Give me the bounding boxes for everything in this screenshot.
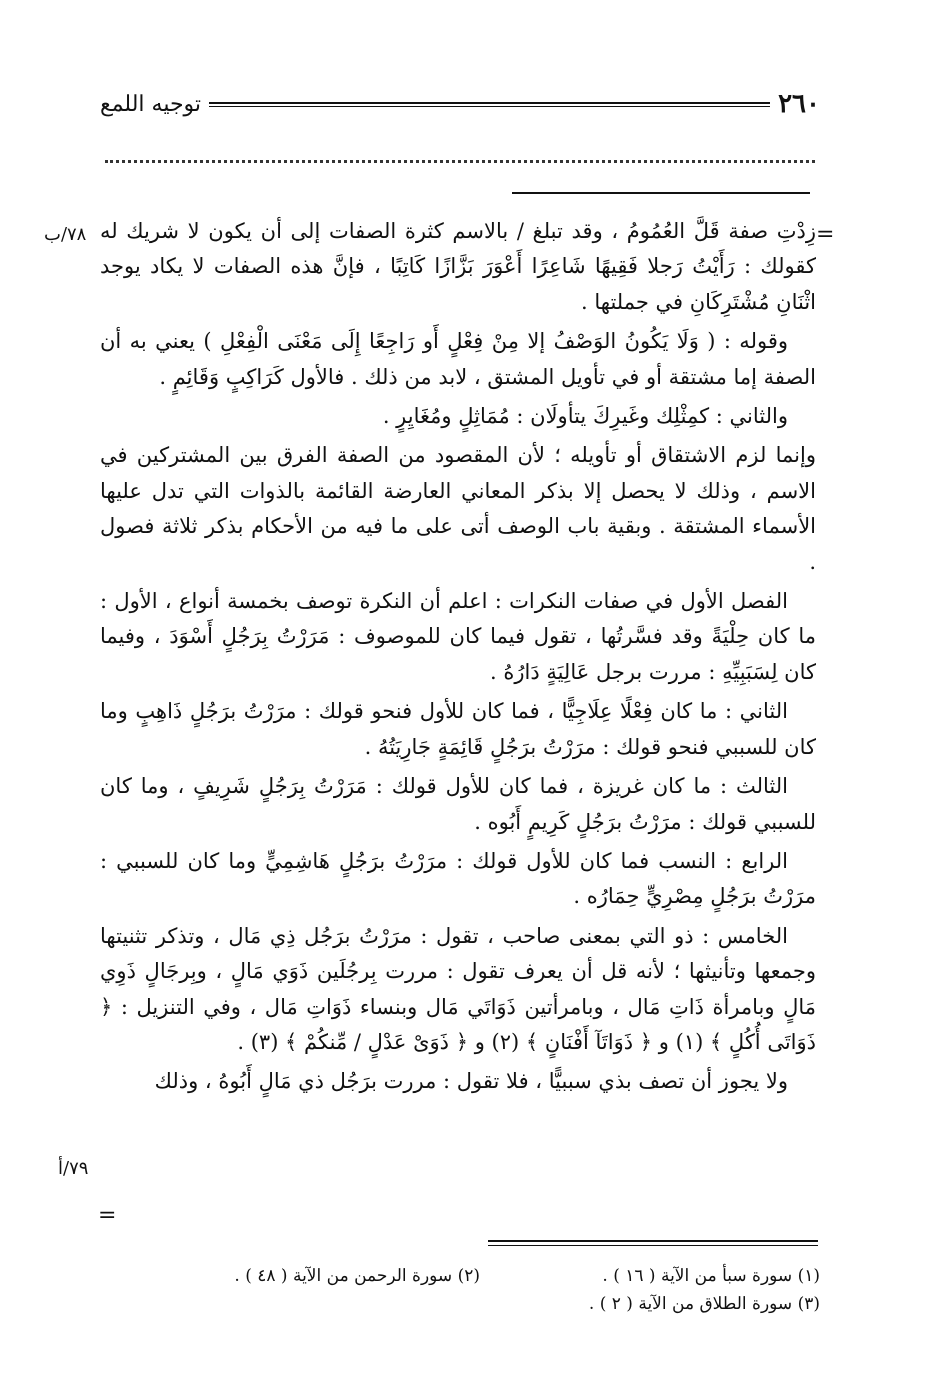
footnote: (١) سورة سبأ من الآية ( ١٦ ) . <box>602 1266 820 1286</box>
manuscript-folio-note: ٧٩/أ <box>58 1158 89 1179</box>
paragraph: الخامس : ذو التي بمعنى صاحب ، تقول : مرَرْتُ برَجُل ذِي مَال ، وتذكر تثنيتها وجمعها وتأنيثها ؛ لأنه قل أن يعرف تقول : مررت بِرجُلَين ذَوَي مَالٍ ، وبِرجَالٍ ذَوِي مَالٍ وبامرأة ذَاتِ مَال ، وبامرأتين ذَوَاتَي مَال وبنساء ذَوَاتِ مَال ، وفي التنزيل : ﴿ ذَوَاتَى أُكُلٍ ﴾ (١) و ﴿ ذَوَاتَآ أَفْنَانٍ ﴾ (٢) و ﴿ ذَوَىْ عَدْلٍ / مِّنكُمْ ﴾ (٣) . <box>100 923 816 1054</box>
footnote: (٢) سورة الرحمن من الآية ( ٤٨ ) . <box>234 1266 480 1286</box>
footnote: (٣) سورة الطلاق من الآية ( ٢ ) . <box>588 1294 820 1314</box>
footnote-rule <box>488 1240 818 1246</box>
page-number: ٢٦٠ <box>778 89 820 119</box>
dotted-separator <box>105 160 815 163</box>
header-rule <box>209 102 770 107</box>
text-top-rule <box>512 192 810 194</box>
footnote-row <box>140 1262 820 1290</box>
paragraph: الثالث : ما كان غريزة ، فما كان للأول قولك : مَرَرْتُ بِرَجُلٍ شَرِيفٍ ، وما كان للسببي قولك : مرَرْتُ برَجُلٍ كَرِيمٍ أَبُوه . <box>100 774 816 834</box>
running-title: توجيه اللمع <box>100 91 202 117</box>
paragraph: الرابع : النسب فما كان للأول قولك : مرَرْتُ برَجُلٍ هَاشِمِيٍّ وما كان للسببي : مرَرْتُ برَجُلٍ مِصْرِيٍّ حِمَارُه . <box>100 848 816 909</box>
paragraph: وإنما لزم الاشتقاق أو تأويله ؛ لأن المقصود من الصفة الفرق بين المشتركين في الاسم ، وذلك لا يحصل إلا بذكر المعاني العارضة القائمة بالذوات التي تدل عليها الأسماء المشتقة . وبقية باب الوصف أتى على ما فيه من الأحكام بذكر ثلاثة فصول . <box>100 443 816 574</box>
page-header <box>100 84 820 124</box>
paragraph: الثاني : ما كان فِعْلًا عِلَاجِيًّا ، فما كان للأول فنحو قولك : مرَرْتُ برَجُلٍ ذَاهِبٍ وما كان للسببي فنحو قولك : مرَرْتُ برَجُلٍ قَائِمَةٍ جَارِيَتُهُ . <box>100 699 816 759</box>
paragraph: زِدْتِ صفة قَلَّ العُمُومُ ، وقد تبلغ / بالاسم كثرة الصفات إلى أن يكون لا شريك له كقولك : رَأَيْتُ رَجلا فَقِيهًا شَاعِرًا أَعْوَرَ بَزَّازًا كَاتِبًا ، فإنَّ هذه الصفات لا يكاد يوجد اثْنَانِ مُشْتَرِكَانِ في جملتها . <box>100 219 816 314</box>
main-text <box>100 214 816 1104</box>
continuation-mark-end: = <box>98 1203 117 1228</box>
paragraph: الفصل الأول في صفات النكرات : اعلم أن النكرة توصف بخمسة أنواع ، الأول : ما كان حِلْيَةً وقد فسَّرتُها ، تقول فيما كان للموصوف : مَرَرْتُ بِرَجُلٍ أَسْوَدَ ، وفيما كان لِسَبَبِيِّهِ : مررت برجل عَالِيَةٍ دَارُهُ . <box>100 589 816 684</box>
paragraph: والثاني : كمِثْلِك وغَيرِكَ يتأولَان : مُمَاثِلٍ ومُغَايِرٍ . <box>382 404 788 429</box>
paragraph: ولا يجوز أن تصف بذي سببيًّا ، فلا تقول : مررت برَجُل ذي مَالٍ أَبُوهُ ، وذلك <box>154 1069 788 1094</box>
paragraph: وقوله : ( وَلَا يَكُونُ الوَصْفُ إلا مِنْ فِعْلٍ أَو رَاجِعًا إِلَى مَعْنَى الْفِعْلِ ) يعني به أن الصفة إما مشتقة أو في تأويل المشتق ، لابد من ذلك . فالأول كَرَاكِبٍ وَقَائِمٍ . <box>100 329 816 389</box>
footnotes <box>140 1262 820 1318</box>
manuscript-folio-note: ٧٨/ب <box>44 224 87 245</box>
continuation-mark-start: = <box>816 222 835 247</box>
footnote-row <box>140 1290 820 1318</box>
